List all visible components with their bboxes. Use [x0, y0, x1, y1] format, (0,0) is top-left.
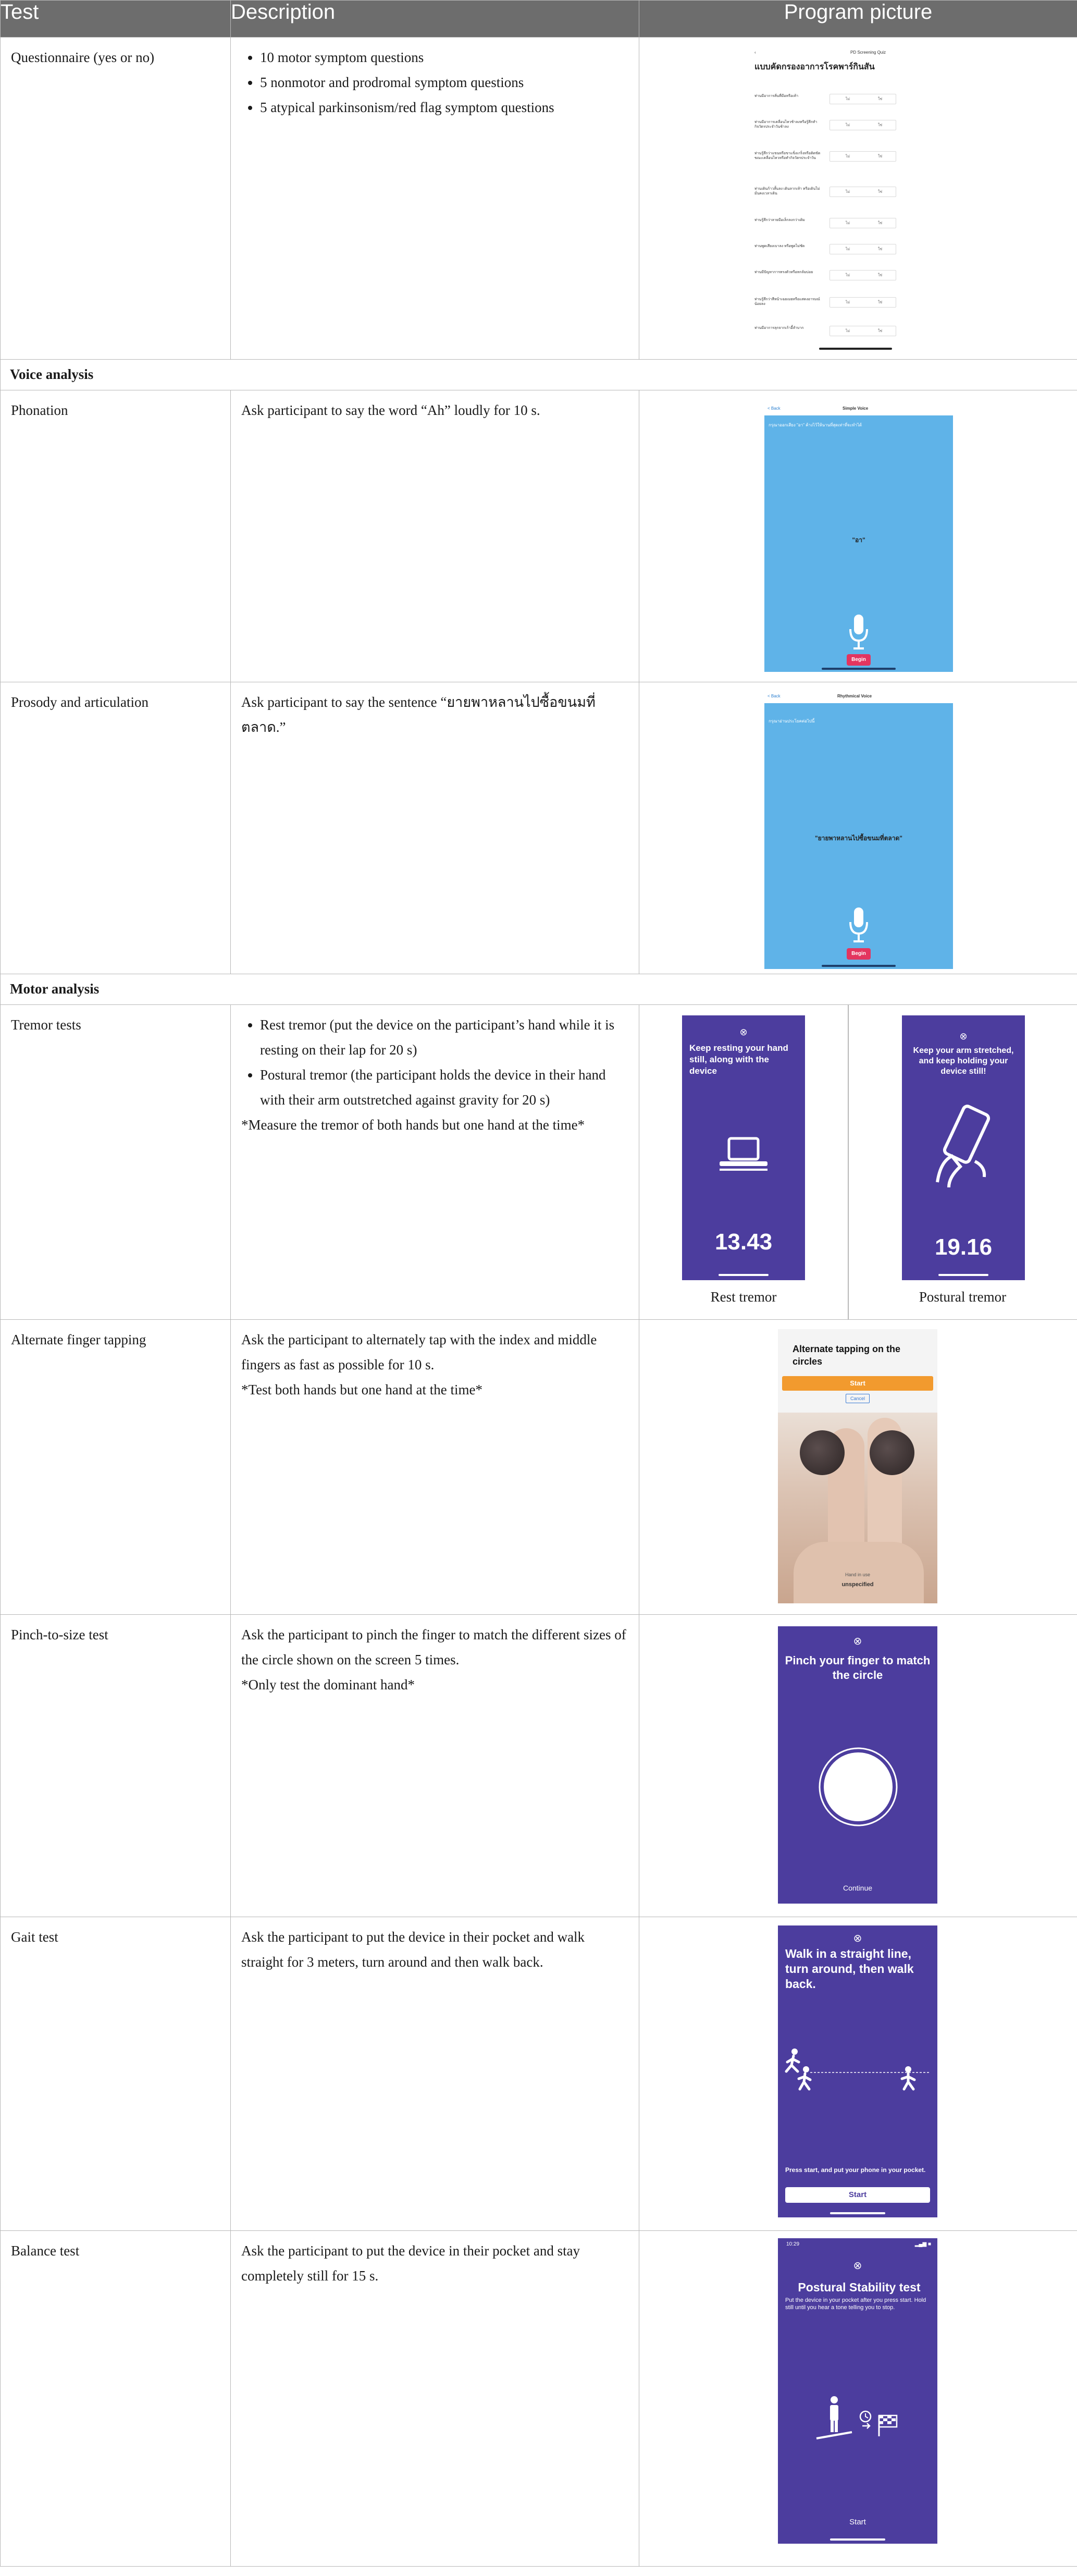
- back-link[interactable]: < Back: [767, 694, 781, 698]
- section-title: Voice analysis: [10, 366, 94, 382]
- start-button[interactable]: Start: [785, 2187, 930, 2203]
- answer-box[interactable]: ไม่ ใช่: [830, 120, 896, 130]
- answer-box[interactable]: ไม่ ใช่: [830, 187, 896, 197]
- laptop-hand-icon: [716, 1135, 771, 1177]
- pinch-title: Pinch your finger to match the circle: [785, 1654, 931, 1682]
- test-name: Tremor tests: [11, 1017, 81, 1033]
- row-tapping: [1, 1320, 1077, 1615]
- answer-box[interactable]: ไม่ ใช่: [830, 326, 896, 336]
- tremor-timer: 13.43: [714, 1229, 773, 1255]
- quiz-title: แบบคัดกรองอาการโรคพาร์กินสัน: [754, 63, 875, 71]
- close-icon[interactable]: ⊗: [959, 1031, 968, 1041]
- questionnaire-list: [241, 45, 628, 120]
- cell-divider: [848, 1005, 849, 1319]
- question-row: ท่านรู้สึกว่าสีหน้าเฉยเมยหรือแสดงอารมณ์น้อยลง ไม่ ใช่: [751, 297, 960, 313]
- voice-instruction: กรุณาออกเสียง "อา" ค้างไว้ให้นานที่สุดเท่าที่จะทำได้: [769, 423, 862, 427]
- test-description: Ask the participant to pinch the finger to match the different sizes of the circle shown on the screen 5 times.: [241, 1627, 626, 1667]
- nav-title: Simple Voice: [843, 406, 869, 411]
- tap-circle-right[interactable]: [870, 1430, 914, 1475]
- voice-prompt: "อา": [852, 536, 865, 544]
- gait-title: Walk in a straight line, turn around, then walk back.: [785, 1947, 914, 1991]
- microphone-icon[interactable]: [848, 615, 869, 651]
- question-row: ท่านรู้สึกว่าลายมือเล็กลงกว่าเดิม ไม่ ใช่: [751, 218, 960, 234]
- answer-box[interactable]: ไม่ ใช่: [830, 270, 896, 280]
- phonation-screenshot: [764, 400, 953, 672]
- tremor-timer: 19.16: [934, 1234, 993, 1260]
- question-row: ท่านมีอาการลุกจากเก้าอี้ลำบาก ไม่ ใช่: [751, 326, 960, 341]
- row-pinch: [1, 1615, 1077, 1917]
- balance-screenshot: [778, 2238, 937, 2544]
- status-icons: ▂▄▆ ■: [914, 2241, 931, 2247]
- list-item: • Postural tremor (the participant holds the device in their hand with their arm outstretched against gravity for 20 s): [260, 1062, 628, 1112]
- question-row: ท่านมีอาการเคลื่อนไหวช้าลงหรือรู้สึกทำกิจวัตรประจำวันช้าลง ไม่ ใช่: [751, 120, 960, 136]
- answer-box[interactable]: ไม่ ใช่: [830, 94, 896, 104]
- section-voice: [1, 360, 1077, 390]
- hand-photo: [778, 1413, 937, 1603]
- header-row: [1, 1, 1077, 38]
- home-indicator: [830, 2538, 885, 2541]
- nav-title: Rhythmical Voice: [837, 694, 872, 698]
- home-indicator: [822, 965, 896, 967]
- section-motor: [1, 974, 1077, 1005]
- home-indicator: [938, 1274, 988, 1276]
- rest-tremor-caption: Rest tremor: [710, 1289, 777, 1305]
- question-row: ท่านเดินก้าวสั้นลง เดินลากเท้า หรือเดินไม่มั่นคงเวลาเดิน ไม่ ใช่: [751, 187, 960, 202]
- test-name: Alternate finger tapping: [11, 1332, 146, 1347]
- test-description: Ask the participant to put the device in their pocket and walk straight for 3 meters, turn around and then walk back.: [241, 1929, 585, 1970]
- answer-box[interactable]: ไม่ ใช่: [830, 297, 896, 308]
- pinch-screenshot: [778, 1626, 937, 1904]
- tap-circle-left[interactable]: [800, 1430, 845, 1475]
- list-item: • Rest tremor (put the device on the participant’s hand while it is resting on their lap for 20 s): [260, 1012, 628, 1062]
- row-phonation: [1, 390, 1077, 682]
- continue-button[interactable]: Continue: [843, 1884, 873, 1892]
- close-icon[interactable]: ⊗: [853, 1933, 862, 1944]
- rest-tremor-screenshot: [682, 1015, 805, 1280]
- home-indicator: [822, 668, 896, 670]
- begin-button[interactable]: Begin: [847, 654, 871, 666]
- tapping-screenshot: [778, 1329, 937, 1603]
- list-item: • 10 motor symptom questions: [260, 45, 628, 70]
- test-description: Ask participant to say the word “Ah” loudly for 10 s.: [241, 402, 540, 418]
- hand-label: Hand in use: [845, 1572, 871, 1577]
- microphone-icon[interactable]: [848, 907, 869, 944]
- begin-button[interactable]: Begin: [847, 948, 871, 960]
- row-questionnaire: [1, 38, 1077, 360]
- tremor-instruction: Keep your arm stretched, and keep holding your device still!: [913, 1046, 1014, 1076]
- close-icon[interactable]: ⊗: [853, 2260, 862, 2272]
- test-name: Balance test: [11, 2243, 80, 2259]
- tapping-title: Alternate tapping on the circles: [793, 1344, 900, 1367]
- phone-in-hand-icon: [928, 1104, 1001, 1193]
- balance-instruction: Put the device in your pocket after you press start. Hold still until you hear a tone telling you to stop.: [785, 2297, 926, 2311]
- tremor-list: [241, 1012, 628, 1112]
- tremor-note: *Measure the tremor of both hands but one hand at the time*: [241, 1117, 585, 1133]
- pinch-note: *Only test the dominant hand*: [241, 1677, 415, 1692]
- header-picture: Program picture: [639, 1, 1077, 38]
- question-row: ท่านมีปัญหาการทรงตัวหรือหกล้มบ่อย ไม่ ใช่: [751, 270, 960, 286]
- gait-instruction: Press start, and put your phone in your pocket.: [785, 2166, 926, 2174]
- voice-panel: [764, 703, 953, 969]
- list-item: • 5 atypical parkinsonism/red flag symptom questions: [260, 95, 628, 120]
- walking-figures-icon: [783, 2047, 932, 2094]
- header-test: Test: [1, 1, 231, 38]
- answer-box[interactable]: ไม่ ใช่: [830, 244, 896, 254]
- row-prosody: [1, 682, 1077, 974]
- balance-title: Postural Stability test: [798, 2280, 921, 2294]
- postural-tremor-screenshot: [902, 1015, 1025, 1280]
- answer-box[interactable]: ไม่ ใช่: [830, 218, 896, 228]
- list-item: • 5 nonmotor and prodromal symptom questions: [260, 70, 628, 95]
- nav-title: PD Screening Quiz: [850, 50, 886, 55]
- voice-panel: [764, 415, 953, 672]
- prosody-screenshot: [764, 688, 953, 969]
- test-name: Phonation: [11, 402, 68, 418]
- back-chevron-icon[interactable]: ‹: [754, 50, 756, 55]
- questionnaire-screenshot: [751, 47, 960, 352]
- header-description: Description: [231, 1, 639, 38]
- test-name: Prosody and articulation: [11, 694, 148, 710]
- row-tremor: [1, 1005, 1077, 1320]
- test-description: Ask the participant to put the device in their pocket and stay completely still for 15 s.: [241, 2243, 580, 2284]
- standing-still-icon: [814, 2395, 908, 2442]
- home-indicator: [819, 348, 892, 350]
- question-row: ท่านพูดเสียงเบาลง หรือพูดไม่ชัด ไม่ ใช่: [751, 244, 960, 260]
- test-name: Gait test: [11, 1929, 58, 1945]
- test-name: Questionnaire (yes or no): [11, 50, 155, 65]
- postural-tremor-caption: Postural tremor: [919, 1289, 1007, 1305]
- close-icon[interactable]: ⊗: [853, 1636, 862, 1647]
- test-description: Ask the participant to alternately tap with the index and middle fingers as fast as possible for 10 s.: [241, 1332, 597, 1372]
- start-button[interactable]: Start: [849, 2518, 866, 2526]
- tapping-note: *Test both hands but one hand at the time*: [241, 1382, 483, 1397]
- tremor-instruction: Keep resting your hand still, along with the device: [689, 1043, 788, 1076]
- close-icon[interactable]: ⊗: [739, 1027, 748, 1037]
- gait-screenshot: [778, 1925, 937, 2217]
- section-title: Motor analysis: [10, 981, 100, 997]
- back-link[interactable]: < Back: [767, 406, 781, 411]
- row-gait: [1, 1917, 1077, 2231]
- home-indicator: [719, 1274, 769, 1276]
- row-balance: [1, 2231, 1077, 2567]
- voice-prompt: "ยายพาหลานไปซื้อขนมที่ตลาด": [815, 835, 902, 842]
- cancel-button[interactable]: Cancel: [846, 1394, 870, 1403]
- test-name: Pinch-to-size test: [11, 1627, 108, 1642]
- home-indicator: [830, 2212, 885, 2214]
- start-button[interactable]: Start: [782, 1376, 933, 1391]
- test-description: Ask participant to say the sentence “ยายพาหลานไปซื้อขนมที่ตลาด.”: [241, 694, 596, 735]
- question-row: ท่านมีอาการสั่นที่มือหรือเท้า ไม่ ใช่: [751, 94, 960, 109]
- hand-value[interactable]: unspecified: [841, 1581, 874, 1588]
- target-circle-icon[interactable]: [818, 1746, 899, 1827]
- status-time: 10:29: [786, 2241, 800, 2247]
- question-row: ท่านรู้สึกว่าแขนหรือขาแข็งเกร็งหรือติดขัดขณะเคลื่อนไหวหรือทำกิจวัตรประจำวัน ไม่ ใช่: [751, 151, 960, 167]
- voice-instruction: กรุณาอ่านประโยคต่อไปนี้: [769, 719, 815, 723]
- answer-box[interactable]: ไม่ ใช่: [830, 151, 896, 162]
